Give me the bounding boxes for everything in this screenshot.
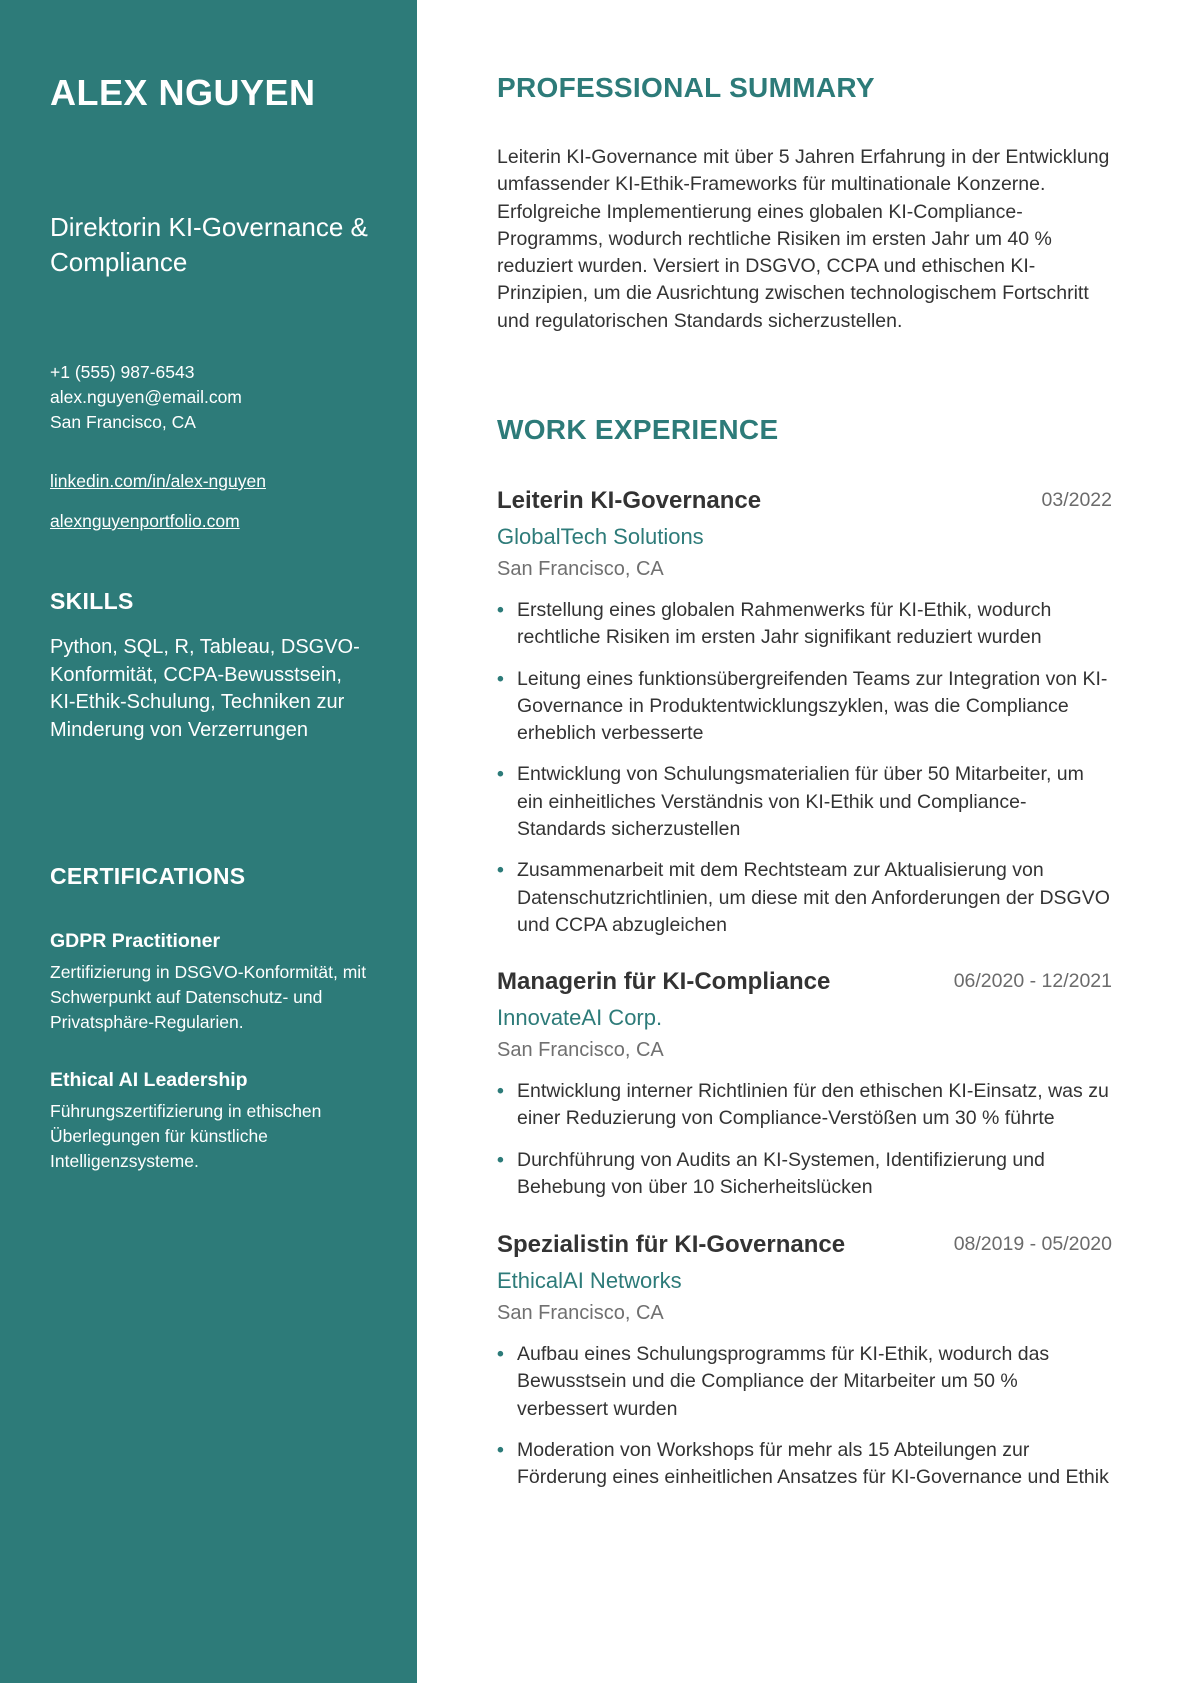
job-location: San Francisco, CA xyxy=(497,558,664,580)
certification-description: Führungszertifizierung in ethischen Überlegungen für künstliche Intelligenzsysteme. xyxy=(50,1101,322,1171)
job-entry xyxy=(497,968,1112,1215)
job-entry xyxy=(497,1231,1112,1505)
job-company: InnovateAI Corp. xyxy=(497,1005,663,1030)
job-location: San Francisco, CA xyxy=(497,1039,664,1061)
job-location: San Francisco, CA xyxy=(497,1302,664,1324)
job-date: 06/2020 - 12/2021 xyxy=(953,970,1112,992)
experience-heading: WORK EXPERIENCE xyxy=(497,414,779,445)
candidate-name: ALEX NGUYEN xyxy=(50,72,316,113)
summary-text: Leiterin KI-Governance mit über 5 Jahren Erfahrung in der Entwicklung umfassender KI-Ethik-Frameworks für multinationale Konzerne. Erfolgreiche Implementierung eines globalen KI-Compliance-Programms, wodurch rechtliche Risiken im ersten Jahr um 40 % reduziert wurden. Versiert in DSGVO, CCPA und ethischen KI-Prinzipien, um die Ausrichtung zwischen technologischem Fortschritt und regulatorischen Standards sicherzustellen. xyxy=(497,146,1110,332)
skills-list: Python, SQL, R, Tableau, DSGVO-Konformität, CCPA-Bewusstsein, KI-Ethik-Schulung, Techniken zur Minderung von Verzerrungen xyxy=(50,636,360,741)
job-title: Spezialistin für KI-Governance xyxy=(497,1231,846,1258)
job-bullets xyxy=(497,1341,1112,1491)
bullet-dot-icon: • xyxy=(497,1438,504,1461)
bullet-dot-icon: • xyxy=(497,667,504,690)
bullet-dot-icon: • xyxy=(497,599,504,621)
bullet-item: • Moderation von Workshops für mehr als 15 Abteilungen zur Förderung eines einheitlichen Ansatzes für KI-Governance und Ethik xyxy=(497,1438,1109,1489)
linkedin-link[interactable]: linkedin.com/in/alex-nguyen xyxy=(50,471,266,491)
job-company: GlobalTech Solutions xyxy=(497,524,704,549)
summary-heading: PROFESSIONAL SUMMARY xyxy=(497,72,875,103)
job-bullets xyxy=(497,1078,1112,1201)
bullet-dot-icon: • xyxy=(497,763,504,786)
portfolio-link[interactable]: alexnguyenportfolio.com xyxy=(50,511,240,531)
bullet-dot-icon: • xyxy=(497,859,504,882)
location: San Francisco, CA xyxy=(50,412,196,432)
job-title: Leiterin KI-Governance xyxy=(497,487,762,514)
bullet-dot-icon: • xyxy=(497,1148,504,1171)
contact-block xyxy=(50,360,242,435)
bullet-dot-icon: • xyxy=(497,1343,504,1365)
phone-number: +1 (555) 987-6543 xyxy=(50,362,195,382)
certifications-heading: CERTIFICATIONS xyxy=(50,863,246,889)
bullet-item: • Durchführung von Audits an KI-Systemen, Identifizierung und Behebung von über 10 Sicherheitslücken xyxy=(497,1148,1045,1198)
bullet-item: • Aufbau eines Schulungsprogramms für KI-Ethik, wodurch das Bewusstsein und die Compliance der Mitarbeiter um 50 % verbessert wurden xyxy=(497,1343,1050,1420)
bullet-item: • Zusammenarbeit mit dem Rechtsteam zur Aktualisierung von Datenschutzrichtlinien, um diese mit den Anforderungen der DSGVO und CCPA abzugleichen xyxy=(497,859,1110,936)
certification-description: Zertifizierung in DSGVO-Konformität, mit Schwerpunkt auf Datenschutz- und Privatsphäre-Regularien. xyxy=(50,962,367,1032)
skills-heading: SKILLS xyxy=(50,588,134,614)
email-address: alex.nguyen@email.com xyxy=(50,387,242,407)
job-title: Managerin für KI-Compliance xyxy=(497,968,831,995)
bullet-dot-icon: • xyxy=(497,1080,504,1102)
certification-name: GDPR Practitioner xyxy=(50,930,221,952)
job-date: 03/2022 xyxy=(1041,489,1112,511)
sidebar xyxy=(0,0,417,1683)
job-bullets xyxy=(497,597,1112,939)
bullet-item: • Leitung eines funktionsübergreifenden Teams zur Integration von KI-Governance in Produktentwicklungszyklen, was die Compliance erheblich verbesserte xyxy=(497,667,1108,745)
job-company: EthicalAI Networks xyxy=(497,1268,682,1293)
bullet-item: • Entwicklung von Schulungsmaterialien für über 50 Mitarbeiter, um ein einheitliches Verständnis von KI-Ethik und Compliance-Standards sicherzustellen xyxy=(497,763,1084,841)
job-entry xyxy=(497,487,1112,953)
bullet-item: • Erstellung eines globalen Rahmenwerks für KI-Ethik, wodurch rechtliche Risiken im ersten Jahr signifikant reduziert wurden xyxy=(497,599,1052,649)
job-date: 08/2019 - 05/2020 xyxy=(953,1233,1112,1255)
bullet-item: • Entwicklung interner Richtlinien für den ethischen KI-Einsatz, was zu einer Reduzierung von Compliance-Verstößen um 30 % führte xyxy=(497,1080,1109,1130)
main-content xyxy=(417,0,1190,1683)
certification-name: Ethical AI Leadership xyxy=(50,1069,248,1091)
candidate-title: Direktorin KI-Governance & Compliance xyxy=(50,212,368,277)
